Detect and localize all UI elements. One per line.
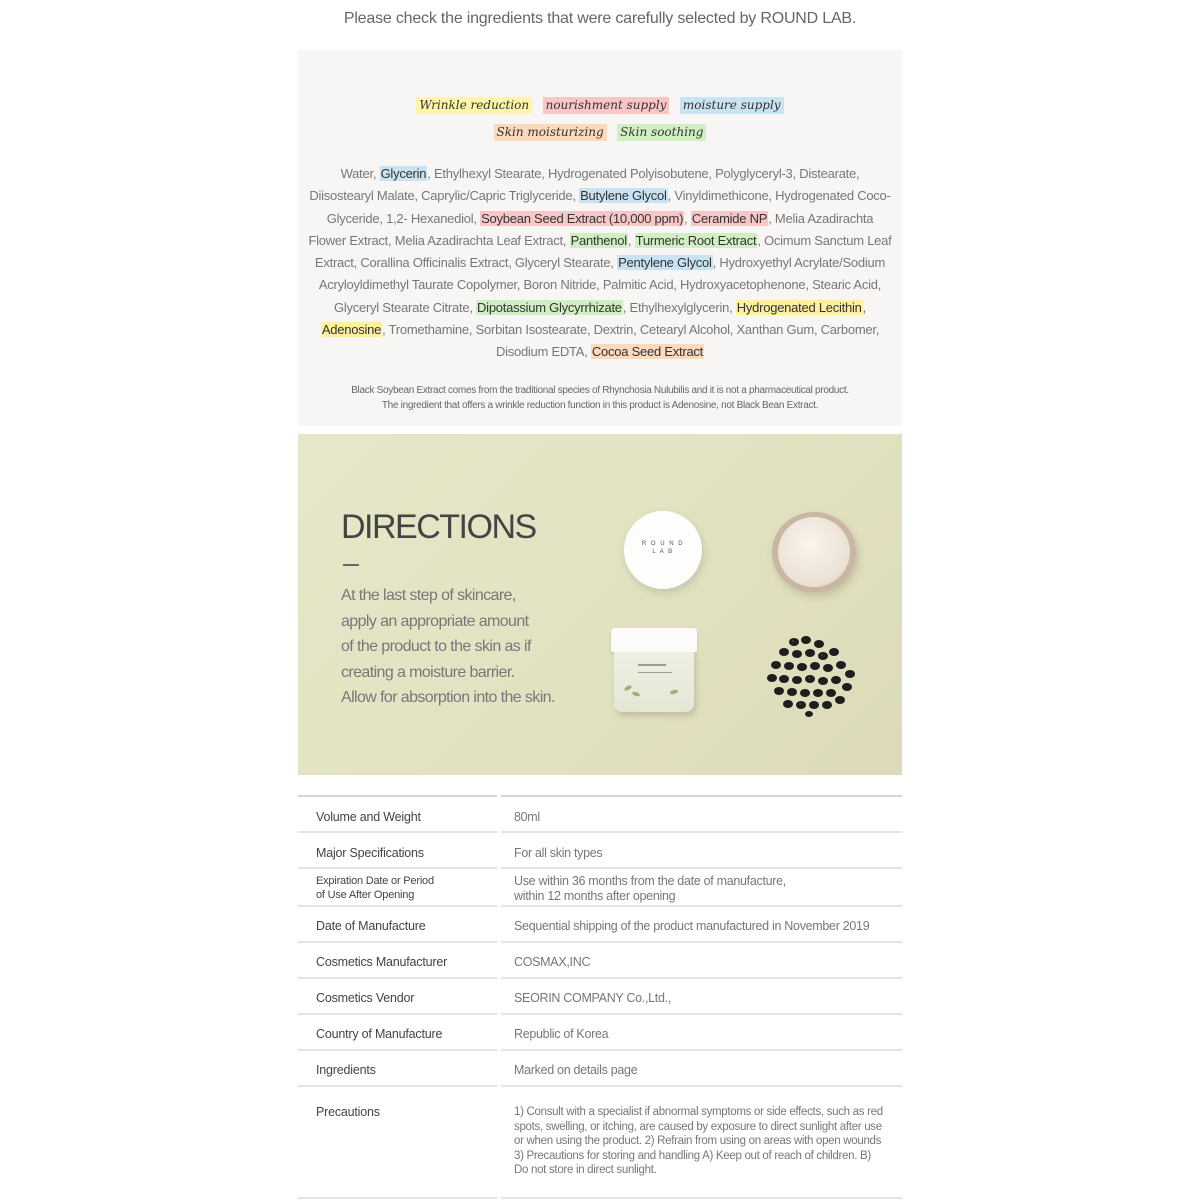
spec-value: Marked on details page: [514, 1063, 638, 1077]
ingredient-highlight: Hydrogenated Lecithin: [736, 299, 862, 315]
table-row: [298, 797, 902, 833]
ingredient-text: , Melia Azadirachta Flower Extract, Melia Azadirachta Leaf Extract,: [308, 210, 874, 248]
spec-label: Major Specifications: [316, 846, 424, 860]
benefit-tags-row: [298, 123, 902, 141]
ingredient-text: , Tromethamine, Sorbitan Isostearate, Dextrin, Cetearyl Alcohol, Xanthan Gum, Carbomer, Disodium EDTA,: [382, 322, 880, 360]
spec-value: SEORIN COMPANY Co.,Ltd.,: [514, 991, 671, 1005]
ingredient-text: , Hydroxyethyl Acrylate/Sodium Acryloyldimethyl Taurate Copolymer, Boron Nitride, Palmitic Acid, Hydroxyacetophenone, Stearic Acid, Glyceryl Stearate Citrate,: [318, 255, 886, 315]
table-row: [298, 1051, 902, 1087]
ingredient-highlight: Glycerin: [380, 166, 427, 181]
product-jar-image: [611, 628, 697, 714]
table-row: [298, 1015, 902, 1051]
ingredient-note: [298, 383, 902, 413]
ingredient-panel: [298, 50, 902, 426]
directions-line: apply an appropriate amount: [341, 612, 529, 630]
ingredient-highlight: Panthenol: [570, 232, 627, 248]
tag-skin-moisturizing: Skin moisturizing: [494, 124, 607, 141]
jar-lid-image: [624, 511, 702, 589]
divider: [343, 564, 359, 566]
ingredient-list: [308, 163, 892, 364]
spec-value: Republic of Korea: [514, 1027, 609, 1041]
spec-value: 1) Consult with a specialist if abnormal symptoms or side effects, such as red spots, swelling, or itching, are caused by exposure to direct sunlight after use or when using the product. 2) Refrain from using on areas with open wounds 3) Precautions for storing and handling A) Keep out of reach of children. B) Do not store in direct sunlight.: [514, 1106, 883, 1176]
cream-texture-image: [772, 512, 856, 592]
ingredient-text: , Ocimum Sanctum Leaf Extract, Corallina Officinalis Extract, Glyceryl Stearate,: [314, 232, 892, 271]
spec-label: Precautions: [316, 1105, 380, 1119]
tag-moisture-supply: moisture supply: [680, 97, 784, 114]
ingredient-text: , Ethylhexyl Stearate, Hydrogenated Polyisobutene, Polyglyceryl-3, Distearate, Diisostearyl Malate, Caprylic/Capric Triglyceride,: [309, 166, 860, 204]
spec-value: For all skin types: [514, 846, 603, 860]
table-row: [298, 833, 902, 869]
spec-label: Cosmetics Manufacturer: [316, 955, 448, 969]
ingredient-text: Water,: [340, 166, 380, 181]
black-beans-image: [764, 632, 864, 718]
ingredient-text: ,: [862, 299, 867, 315]
ingredient-text: , Vinyldimethicone, Hydrogenated Coco-Glyceride, 1,2- Hexanediol,: [326, 188, 891, 226]
spec-value: COSMAX,INC: [514, 955, 591, 969]
ingredient-text: ,: [627, 232, 635, 248]
directions-line: At the last step of skincare,: [341, 587, 516, 604]
spec-label: Date of Manufacture: [316, 919, 426, 933]
table-row: [298, 869, 902, 907]
directions-section: [298, 434, 902, 775]
spec-value: Use within 36 months from the date of manufacture, within 12 months after opening: [514, 874, 786, 903]
ingredient-highlight: Butylene Glycol: [580, 188, 667, 204]
spec-label: Country of Manufacture: [316, 1027, 443, 1041]
ingredient-highlight: Cocoa Seed Extract: [591, 344, 704, 360]
directions-line: of the product to the skin as if: [341, 638, 531, 656]
directions-line: creating a moisture barrier.: [341, 663, 515, 681]
ingredient-highlight: Ceramide NP: [691, 210, 768, 226]
directions-text: [341, 583, 581, 711]
spec-value: 80ml: [514, 810, 540, 824]
note-line: Black Soybean Extract comes from the traditional species of Rhynchosia Nulubilis and it is not a pharmaceutical product.: [351, 385, 849, 396]
table-row: [298, 943, 902, 979]
ingredient-highlight: Turmeric Root Extract: [635, 232, 757, 248]
spec-label: Expiration Date or Period of Use After Opening: [316, 875, 434, 901]
ingredient-highlight: Pentylene Glycol: [618, 255, 712, 271]
ingredient-highlight: Soybean Seed Extract (10,000 ppm): [481, 210, 684, 226]
spec-value: Sequential shipping of the product manufactured in November 2019: [514, 919, 870, 933]
tag-skin-soothing: Skin soothing: [617, 124, 706, 141]
spec-table: [298, 795, 902, 1199]
brand-logo: R O U N D L A B: [641, 541, 685, 555]
ingredient-highlight: Adenosine: [321, 322, 382, 338]
ingredient-text: , Ethylhexylglycerin,: [622, 299, 736, 315]
tag-nourishment-supply: nourishment supply: [543, 97, 670, 114]
table-row: [298, 907, 902, 943]
spec-label: Volume and Weight: [316, 810, 421, 824]
ingredient-highlight: Dipotassium Glycyrrhizate: [477, 299, 622, 315]
table-row: [298, 1087, 902, 1199]
spec-label: Cosmetics Vendor: [316, 991, 415, 1005]
directions-line: Allow for absorption into the skin.: [341, 689, 555, 707]
note-line: The ingredient that offers a wrinkle reduction function in this product is Adenosine, not Black Bean Extract.: [381, 400, 819, 411]
directions-title: DIRECTIONS: [341, 508, 536, 546]
intro-text: Please check the ingredients that were carefully selected by ROUND LAB.: [343, 10, 857, 27]
ingredient-text: ,: [684, 210, 691, 226]
table-row: [298, 979, 902, 1015]
benefit-tags-row: [298, 96, 902, 114]
spec-label: Ingredients: [316, 1063, 376, 1077]
tag-wrinkle-reduction: Wrinkle reduction: [416, 97, 532, 114]
